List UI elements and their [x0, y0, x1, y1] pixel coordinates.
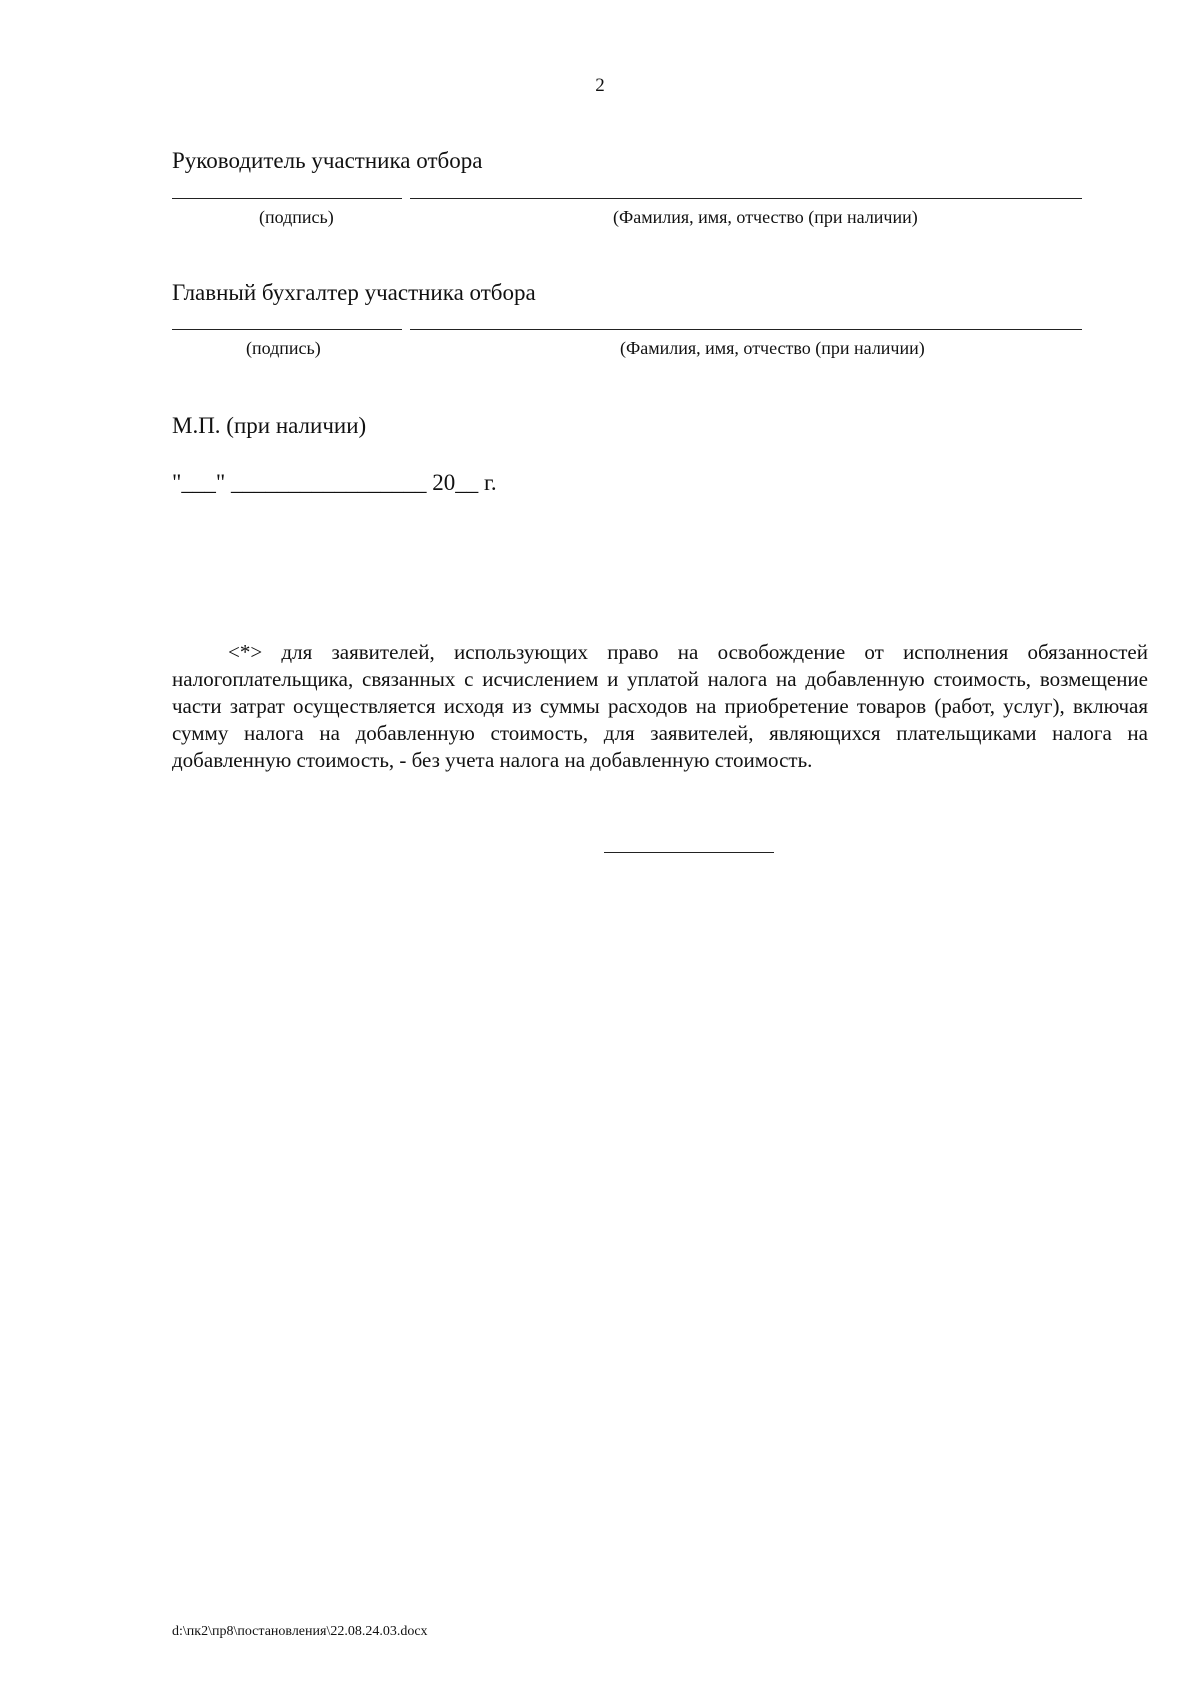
accountant-signature-line — [172, 329, 402, 330]
file-path: d:\пк2\пр8\постановления\22.08.24.03.docx — [172, 1624, 428, 1639]
stamp-place: М.П. (при наличии) — [172, 413, 367, 438]
accountant-signature-caption: (подпись) — [246, 338, 321, 358]
head-title: Руководитель участника отбора — [172, 148, 483, 173]
accountant-title: Главный бухгалтер участника отбора — [172, 280, 536, 305]
date-line: "___" _________________ 20__ г. — [172, 470, 497, 495]
page-number: 2 — [595, 75, 605, 96]
head-signature-caption: (подпись) — [259, 207, 334, 227]
accountant-name-caption: (Фамилия, имя, отчество (при наличии) — [620, 338, 925, 358]
end-divider — [604, 852, 774, 853]
head-name-caption: (Фамилия, имя, отчество (при наличии) — [613, 207, 918, 227]
head-name-line — [410, 198, 1082, 199]
head-signature-line — [172, 198, 402, 199]
footnote: <*> для заявителей, использующих право на освобождение от исполнения обязанностей налогоплательщика, связанных с исчислением и уплатой налога на добавленную стоимость, возмещение части затрат осуществляется исходя из суммы расходов на приобретение товаров (работ, услуг), включая сумму налога на добавленную стоимость, для заявителей, являющихся плательщиками налога на добавленную стоимость, - без учета налога на добавленную стоимость. — [172, 640, 1148, 772]
accountant-name-line — [410, 329, 1082, 330]
